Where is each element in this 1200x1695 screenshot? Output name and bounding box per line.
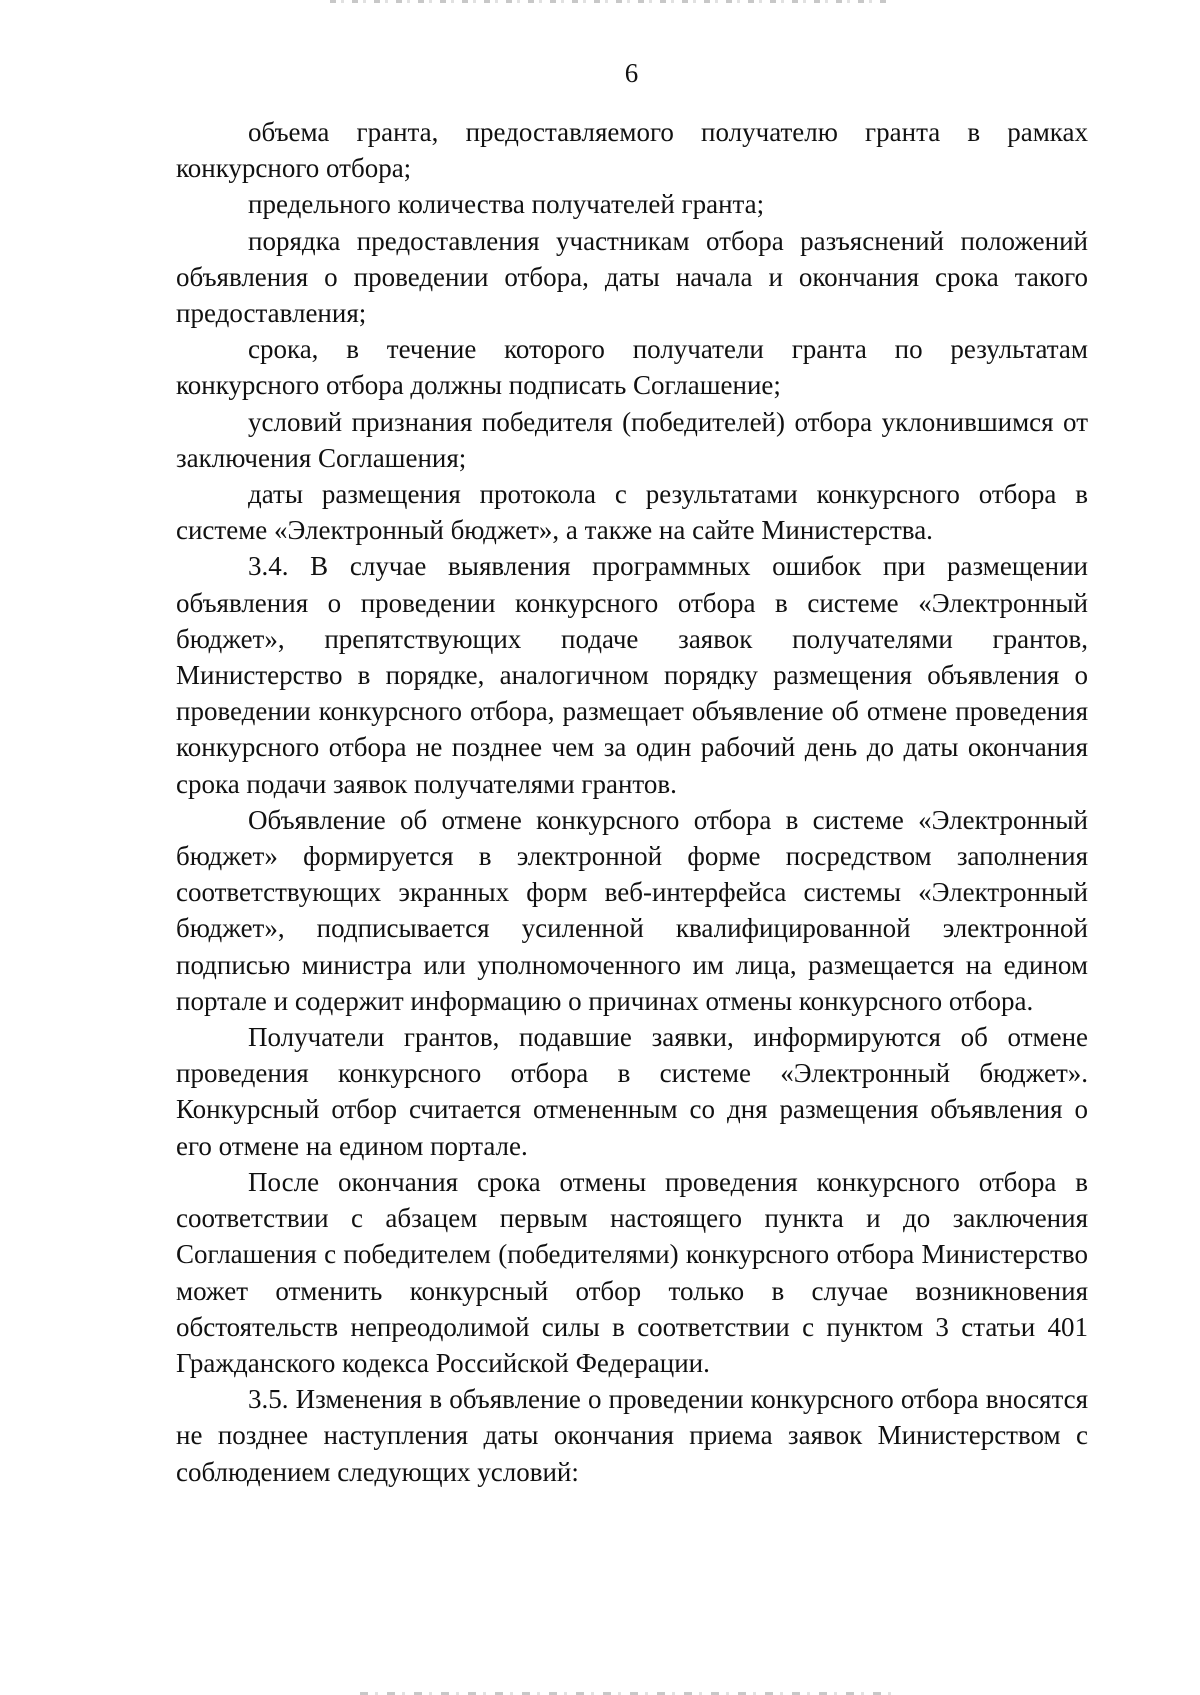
paragraph-evasion-conditions: условий признания победителя (победителей) отбора уклонившимся от заключения Соглашения; xyxy=(176,406,1088,473)
document-body xyxy=(176,114,1088,1490)
paragraph-protocol-dates: даты размещения протокола с результатами конкурсного отбора в системе «Электронный бюджет», а также на сайте Министерства. xyxy=(176,479,1088,546)
paragraph-grant-volume: объема гранта, предоставляемого получателю гранта в рамках конкурсного отбора; xyxy=(176,117,1088,184)
paragraph-clarifications-order: порядка предоставления участникам отбора разъяснений положений объявления о проведении отбора, даты начала и окончания срока такого предоставления; xyxy=(176,225,1088,329)
paragraph-cancellation-announcement: Объявление об отмене конкурсного отбора в системе «Электронный бюджет» формируется в электронной форме посредством заполнения соответствующих экранных форм веб-интерфейса системы «Электронный бюджет», подписывается усиленной квалифицированной электронной подписью министра или уполномоченного им лица, размещается на едином портале и содержит информацию о причинах отмены конкурсного отбора. xyxy=(176,804,1088,1016)
paragraph-agreement-deadline: срока, в течение которого получатели гранта по результатам конкурсного отбора должны подписать Соглашение; xyxy=(176,334,1088,401)
paragraph-section-3-4: 3.4. В случае выявления программных ошибок при размещении объявления о проведении конкурсного отбора в системе «Электронный бюджет», препятствующих подаче заявок получателями грантов, Министерство в порядке, аналогичном порядку размещения объявления о проведении конкурсного отбора, размещает объявление об отмене проведения конкурсного отбора не позднее чем за один рабочий день до даты окончания срока подачи заявок получателями грантов. xyxy=(176,551,1088,799)
paragraph-section-3-5: 3.5. Изменения в объявление о проведении конкурсного отбора вносятся не позднее наступления даты окончания приема заявок Министерством с соблюдением следующих условий: xyxy=(176,1384,1088,1487)
paragraph-force-majeure: После окончания срока отмены проведения конкурсного отбора в соответствии с абзацем первым настоящего пункта и до заключения Соглашения с победителем (победителями) конкурсного отбора Министерство может отменить конкурсный отбор только в случае возникновения обстоятельств непреодолимой силы в соответствии с пунктом 3 статьи 401 Гражданского кодекса Российской Федерации. xyxy=(176,1166,1088,1378)
paragraph-recipients-limit: предельного количества получателей гранта; xyxy=(248,189,765,220)
page-number: 6 xyxy=(624,58,639,88)
paragraph-recipients-informed: Получатели грантов, подавшие заявки, информируются об отмене проведения конкурсного отбора в системе «Электронный бюджет». Конкурсный отбор считается отмененным со дня размещения объявления о его отмене на едином портале. xyxy=(176,1022,1088,1161)
scan-edge-top xyxy=(330,0,890,3)
